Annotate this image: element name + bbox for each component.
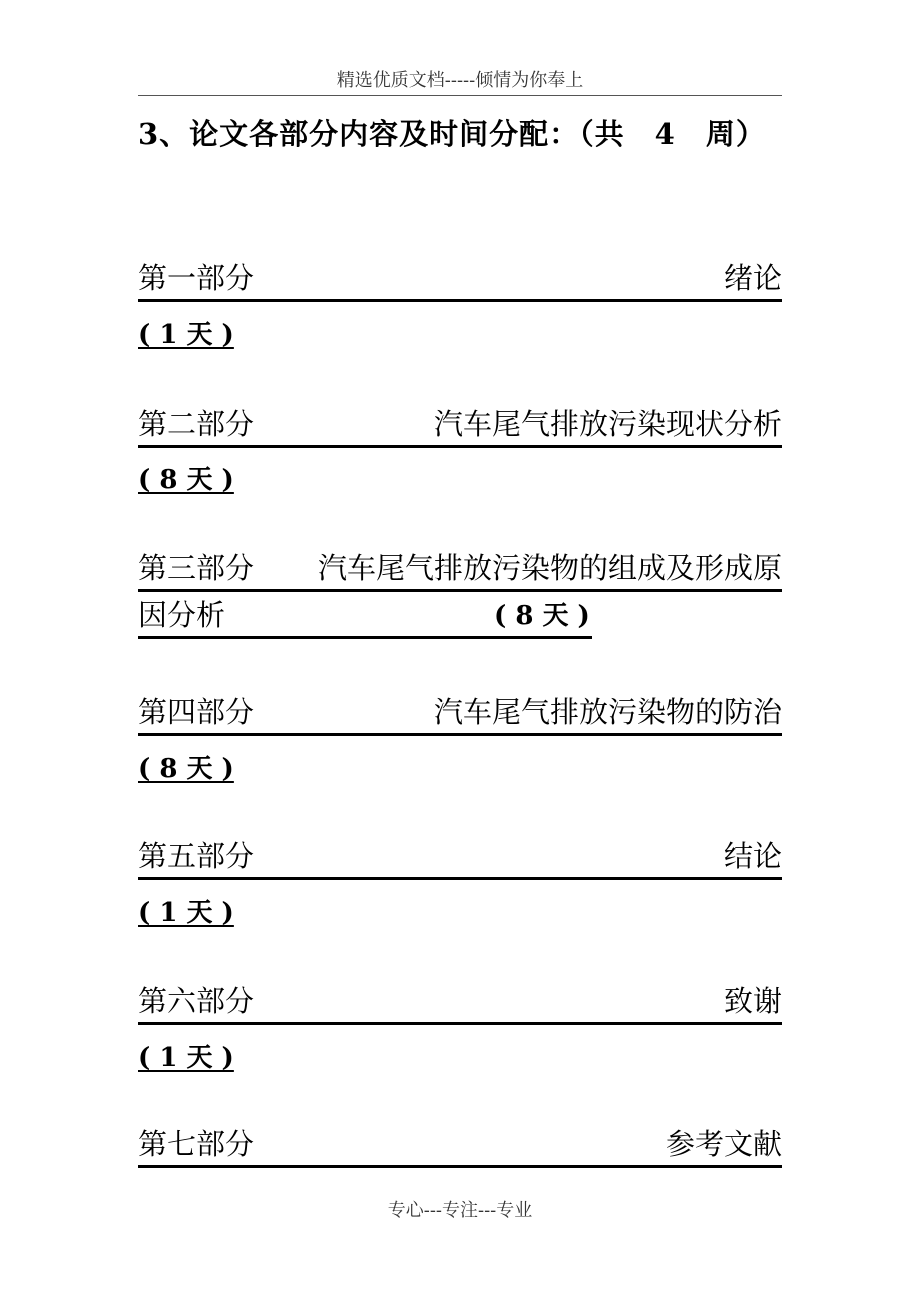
page-header: 精选优质文档-----倾情为你奉上 [336,70,584,91]
part-6-days: ( 1 天 ) [138,1043,234,1073]
part-3-title-line1: 汽车尾气排放污染物的组成及形成原 [317,551,782,585]
part-4-row [138,690,782,736]
part-6-title: 致谢 [723,984,782,1018]
part-6-row [138,979,782,1025]
part-3-row [138,546,782,592]
part-7-label: 第七部分 [138,1127,255,1161]
part-5-title: 结论 [723,839,782,873]
page-footer: 专心---专注---专业 [387,1200,533,1221]
part-2-days: ( 8 天 ) [138,465,234,495]
part-2-label: 第二部分 [138,407,255,441]
part-1-title: 绪论 [723,261,782,295]
part-5-label: 第五部分 [138,839,255,873]
part-3-days: ( 8 天 ) [494,601,590,631]
part-3-row-continued [138,593,592,639]
part-5-days: ( 1 天 ) [138,898,234,928]
part-2-row [138,402,782,448]
part-2-title: 汽车尾气排放污染现状分析 [433,407,782,441]
part-6-label: 第六部分 [138,984,255,1018]
part-4-days: ( 8 天 ) [138,754,234,784]
part-7-title: 参考文献 [665,1127,782,1161]
part-3-label: 第三部分 [138,551,255,585]
section-heading: 3、论文各部分内容及时间分配：（共 4 周） [138,117,766,151]
part-4-label: 第四部分 [138,695,255,729]
part-3-title-line2: 因分析 [138,598,226,632]
part-1-row [138,256,782,302]
part-5-row [138,834,782,880]
part-1-days: ( 1 天 ) [138,320,234,350]
part-7-row [138,1122,782,1168]
part-1-label: 第一部分 [138,261,255,295]
part-4-title: 汽车尾气排放污染物的防治 [433,695,782,729]
header-divider [138,95,782,96]
